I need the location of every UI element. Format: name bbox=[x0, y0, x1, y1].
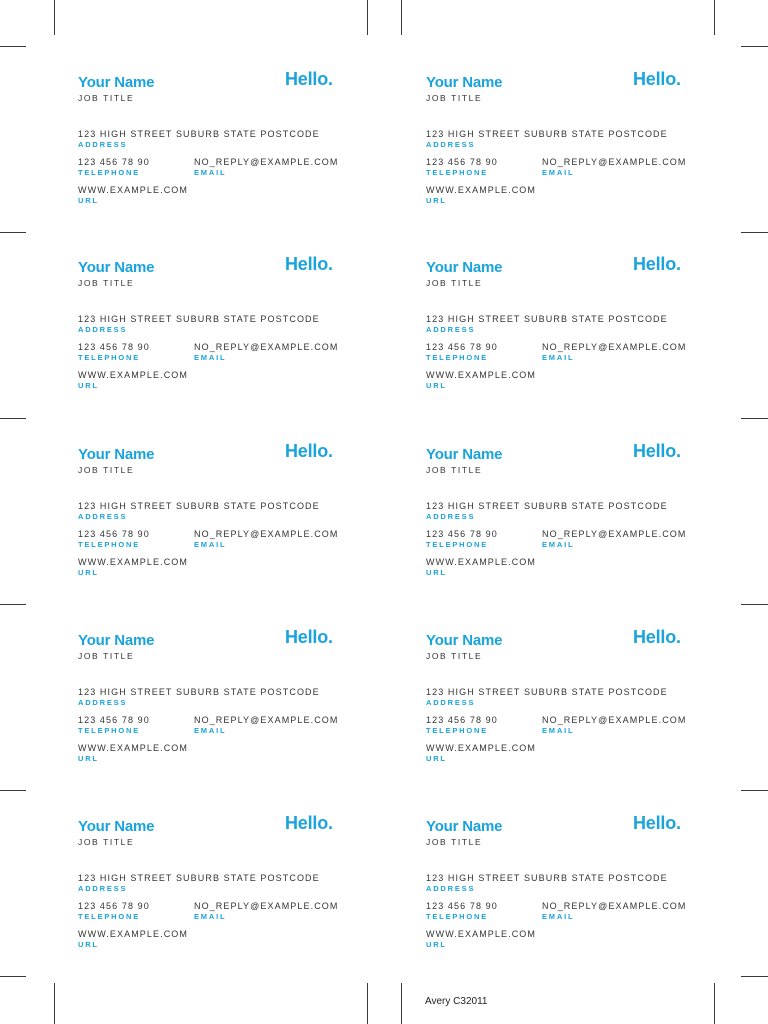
card-telephone: 123 456 78 90 bbox=[78, 157, 150, 167]
card-telephone-label: TELEPHONE bbox=[426, 353, 489, 362]
card-url-label: URL bbox=[78, 381, 99, 390]
product-code: Avery C32011 bbox=[425, 996, 488, 1007]
card-telephone-label: TELEPHONE bbox=[426, 726, 489, 735]
card-email-label: EMAIL bbox=[194, 726, 227, 735]
card-greeting: Hello. bbox=[285, 813, 333, 833]
card-telephone-label: TELEPHONE bbox=[426, 912, 489, 921]
card-telephone: 123 456 78 90 bbox=[78, 342, 150, 352]
card-job-title: JOB TITLE bbox=[78, 465, 135, 475]
crop-mark bbox=[0, 232, 26, 233]
card-url: WWW.EXAMPLE.COM bbox=[78, 370, 189, 380]
business-card bbox=[78, 627, 398, 818]
crop-mark bbox=[54, 0, 55, 35]
card-address-label: ADDRESS bbox=[426, 325, 476, 334]
card-email-label: EMAIL bbox=[194, 912, 227, 921]
card-email: NO_REPLY@EXAMPLE.COM bbox=[194, 157, 339, 167]
card-telephone-label: TELEPHONE bbox=[426, 168, 489, 177]
card-address: 123 HIGH STREET SUBURB STATE POSTCODE bbox=[426, 314, 668, 324]
card-address-label: ADDRESS bbox=[78, 698, 128, 707]
business-card bbox=[426, 254, 746, 445]
card-greeting: Hello. bbox=[633, 441, 681, 461]
card-telephone-label: TELEPHONE bbox=[78, 540, 141, 549]
card-job-title: JOB TITLE bbox=[426, 93, 483, 103]
business-card bbox=[78, 69, 398, 260]
card-email-label: EMAIL bbox=[194, 168, 227, 177]
card-url-label: URL bbox=[78, 196, 99, 205]
card-url-label: URL bbox=[426, 381, 447, 390]
card-greeting: Hello. bbox=[633, 69, 681, 89]
card-name: Your Name bbox=[426, 259, 503, 276]
card-url: WWW.EXAMPLE.COM bbox=[78, 557, 189, 567]
card-job-title: JOB TITLE bbox=[426, 837, 483, 847]
business-card bbox=[426, 69, 746, 260]
business-card bbox=[78, 254, 398, 445]
card-telephone-label: TELEPHONE bbox=[78, 168, 141, 177]
card-greeting: Hello. bbox=[633, 254, 681, 274]
business-card bbox=[426, 441, 746, 632]
card-url-label: URL bbox=[426, 940, 447, 949]
card-email: NO_REPLY@EXAMPLE.COM bbox=[542, 342, 687, 352]
crop-mark bbox=[714, 0, 715, 35]
card-address: 123 HIGH STREET SUBURB STATE POSTCODE bbox=[426, 129, 668, 139]
crop-mark bbox=[367, 0, 368, 35]
crop-mark bbox=[0, 604, 26, 605]
card-telephone: 123 456 78 90 bbox=[78, 529, 150, 539]
card-name: Your Name bbox=[426, 818, 503, 835]
card-telephone-label: TELEPHONE bbox=[78, 912, 141, 921]
card-url: WWW.EXAMPLE.COM bbox=[426, 929, 537, 939]
card-url-label: URL bbox=[426, 568, 447, 577]
card-url: WWW.EXAMPLE.COM bbox=[426, 185, 537, 195]
card-name: Your Name bbox=[78, 259, 155, 276]
card-greeting: Hello. bbox=[285, 69, 333, 89]
card-url: WWW.EXAMPLE.COM bbox=[426, 743, 537, 753]
card-telephone: 123 456 78 90 bbox=[78, 715, 150, 725]
card-address: 123 HIGH STREET SUBURB STATE POSTCODE bbox=[78, 129, 320, 139]
card-email: NO_REPLY@EXAMPLE.COM bbox=[542, 901, 687, 911]
card-job-title: JOB TITLE bbox=[426, 651, 483, 661]
business-card bbox=[78, 441, 398, 632]
card-name: Your Name bbox=[426, 74, 503, 91]
card-email: NO_REPLY@EXAMPLE.COM bbox=[194, 901, 339, 911]
business-card bbox=[426, 627, 746, 818]
card-url-label: URL bbox=[426, 754, 447, 763]
card-address-label: ADDRESS bbox=[78, 325, 128, 334]
card-name: Your Name bbox=[78, 446, 155, 463]
card-address: 123 HIGH STREET SUBURB STATE POSTCODE bbox=[426, 873, 668, 883]
card-name: Your Name bbox=[78, 74, 155, 91]
card-greeting: Hello. bbox=[285, 441, 333, 461]
card-telephone-label: TELEPHONE bbox=[78, 726, 141, 735]
crop-mark bbox=[0, 418, 26, 419]
card-greeting: Hello. bbox=[285, 254, 333, 274]
card-address: 123 HIGH STREET SUBURB STATE POSTCODE bbox=[78, 501, 320, 511]
card-job-title: JOB TITLE bbox=[78, 837, 135, 847]
card-url: WWW.EXAMPLE.COM bbox=[78, 185, 189, 195]
card-name: Your Name bbox=[426, 446, 503, 463]
card-address: 123 HIGH STREET SUBURB STATE POSTCODE bbox=[78, 873, 320, 883]
card-job-title: JOB TITLE bbox=[426, 465, 483, 475]
crop-mark bbox=[401, 0, 402, 35]
card-job-title: JOB TITLE bbox=[78, 278, 135, 288]
card-email-label: EMAIL bbox=[542, 726, 575, 735]
card-address-label: ADDRESS bbox=[426, 512, 476, 521]
card-email-label: EMAIL bbox=[542, 912, 575, 921]
card-greeting: Hello. bbox=[633, 813, 681, 833]
card-name: Your Name bbox=[78, 818, 155, 835]
crop-mark bbox=[741, 46, 768, 47]
card-address-label: ADDRESS bbox=[78, 884, 128, 893]
card-greeting: Hello. bbox=[285, 627, 333, 647]
crop-mark bbox=[0, 976, 26, 977]
card-email-label: EMAIL bbox=[542, 353, 575, 362]
card-address: 123 HIGH STREET SUBURB STATE POSTCODE bbox=[426, 687, 668, 697]
card-email-label: EMAIL bbox=[194, 353, 227, 362]
crop-mark bbox=[0, 790, 26, 791]
card-telephone: 123 456 78 90 bbox=[426, 529, 498, 539]
card-job-title: JOB TITLE bbox=[78, 93, 135, 103]
card-telephone-label: TELEPHONE bbox=[426, 540, 489, 549]
card-telephone: 123 456 78 90 bbox=[78, 901, 150, 911]
card-address-label: ADDRESS bbox=[78, 512, 128, 521]
card-telephone: 123 456 78 90 bbox=[426, 901, 498, 911]
card-url-label: URL bbox=[426, 196, 447, 205]
card-greeting: Hello. bbox=[633, 627, 681, 647]
card-email: NO_REPLY@EXAMPLE.COM bbox=[194, 715, 339, 725]
card-name: Your Name bbox=[78, 632, 155, 649]
card-url: WWW.EXAMPLE.COM bbox=[426, 370, 537, 380]
card-address-label: ADDRESS bbox=[426, 884, 476, 893]
crop-mark bbox=[0, 46, 26, 47]
card-name: Your Name bbox=[426, 632, 503, 649]
card-email-label: EMAIL bbox=[542, 168, 575, 177]
card-address-label: ADDRESS bbox=[78, 140, 128, 149]
card-url: WWW.EXAMPLE.COM bbox=[426, 557, 537, 567]
card-telephone: 123 456 78 90 bbox=[426, 342, 498, 352]
card-job-title: JOB TITLE bbox=[78, 651, 135, 661]
card-url-label: URL bbox=[78, 568, 99, 577]
card-job-title: JOB TITLE bbox=[426, 278, 483, 288]
card-address: 123 HIGH STREET SUBURB STATE POSTCODE bbox=[78, 687, 320, 697]
card-email: NO_REPLY@EXAMPLE.COM bbox=[542, 529, 687, 539]
card-telephone: 123 456 78 90 bbox=[426, 157, 498, 167]
card-email: NO_REPLY@EXAMPLE.COM bbox=[542, 715, 687, 725]
crop-mark bbox=[54, 983, 55, 1024]
card-url: WWW.EXAMPLE.COM bbox=[78, 929, 189, 939]
card-address: 123 HIGH STREET SUBURB STATE POSTCODE bbox=[78, 314, 320, 324]
card-telephone-label: TELEPHONE bbox=[78, 353, 141, 362]
card-email-label: EMAIL bbox=[542, 540, 575, 549]
card-url-label: URL bbox=[78, 754, 99, 763]
card-address: 123 HIGH STREET SUBURB STATE POSTCODE bbox=[426, 501, 668, 511]
crop-mark bbox=[401, 983, 402, 1024]
business-card bbox=[78, 813, 398, 1004]
card-email: NO_REPLY@EXAMPLE.COM bbox=[194, 529, 339, 539]
card-url: WWW.EXAMPLE.COM bbox=[78, 743, 189, 753]
card-url-label: URL bbox=[78, 940, 99, 949]
card-email-label: EMAIL bbox=[194, 540, 227, 549]
card-email: NO_REPLY@EXAMPLE.COM bbox=[194, 342, 339, 352]
card-email: NO_REPLY@EXAMPLE.COM bbox=[542, 157, 687, 167]
card-telephone: 123 456 78 90 bbox=[426, 715, 498, 725]
card-address-label: ADDRESS bbox=[426, 698, 476, 707]
business-card bbox=[426, 813, 746, 1004]
card-address-label: ADDRESS bbox=[426, 140, 476, 149]
